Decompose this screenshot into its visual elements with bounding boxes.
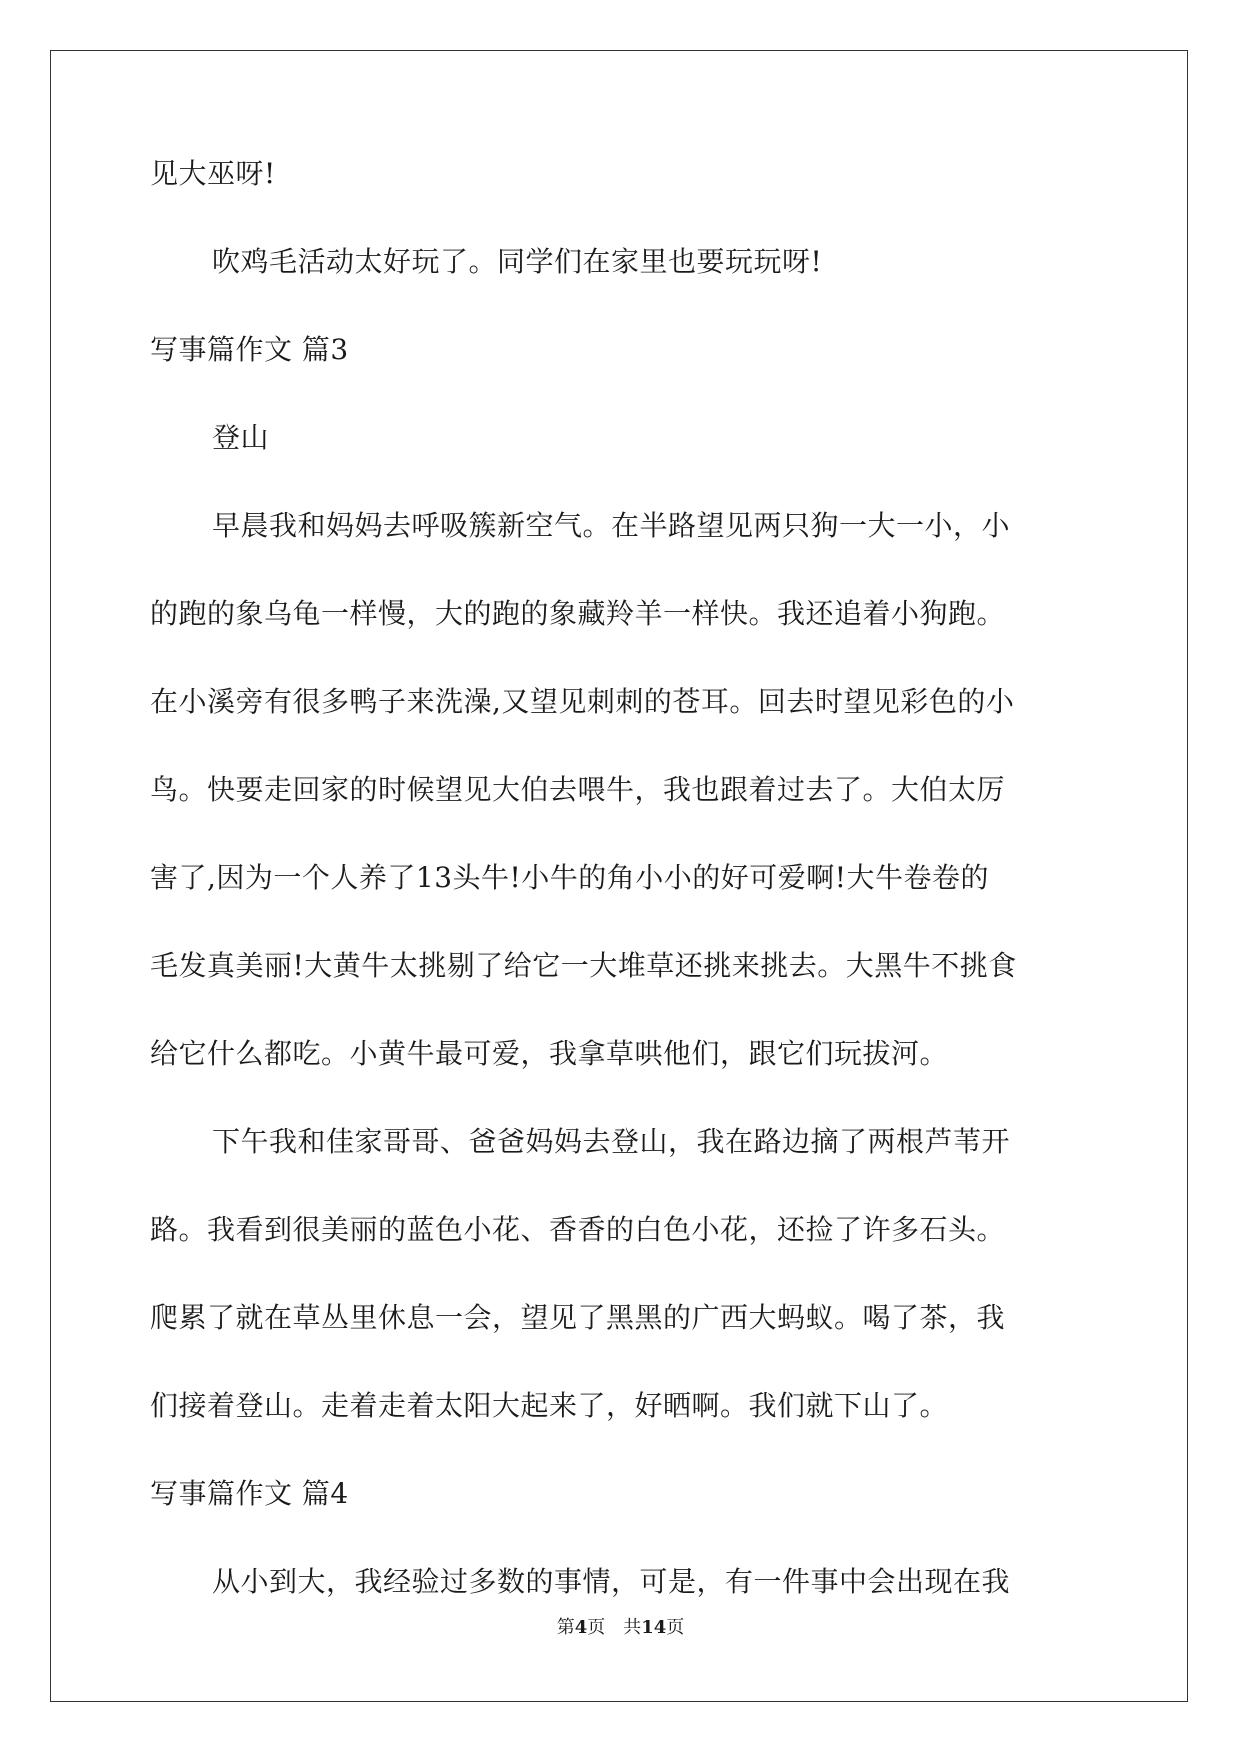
text-line: 见大巫呀! [150, 157, 276, 190]
footer-total-pages: 14 [641, 1617, 667, 1638]
text-line: 路。我看到很美丽的蓝色小花、香香的白色小花，还捡了许多石头。 [150, 1213, 1006, 1246]
section-heading: 写事篇作文 篇4 [150, 1477, 349, 1510]
section-heading: 写事篇作文 篇3 [150, 333, 349, 366]
footer-suffix: 页 [666, 1617, 685, 1638]
text-line: 害了,因为一个人养了13头牛!小牛的角小小的好可爱啊!大牛卷卷的 [150, 861, 990, 894]
text-line: 毛发真美丽!大黄牛太挑剔了给它一大堆草还挑来挑去。大黑牛不挑食 [150, 949, 1017, 982]
text-line: 爬累了就在草丛里休息一会，望见了黑黑的广西大蚂蚁。喝了茶，我 [150, 1301, 1006, 1334]
text-line: 下午我和佳家哥哥、爸爸妈妈去登山，我在路边摘了两根芦苇开 [212, 1125, 1011, 1158]
text-line: 们接着登山。走着走着太阳大起来了，好晒啊。我们就下山了。 [150, 1389, 949, 1422]
footer-mid: 页 共 [587, 1617, 642, 1638]
text-line: 的跑的象乌龟一样慢，大的跑的象藏羚羊一样快。我还追着小狗跑。 [150, 597, 1006, 630]
text-line: 在小溪旁有很多鸭子来洗澡,又望见刺刺的苍耳。回去时望见彩色的小 [150, 685, 1015, 718]
page-footer [0, 1616, 1241, 1640]
text-line: 鸟。快要走回家的时候望见大伯去喂牛，我也跟着过去了。大伯太厉 [150, 773, 1006, 806]
text-line: 给它什么都吃。小黄牛最可爱，我拿草哄他们，跟它们玩拔河。 [150, 1037, 949, 1070]
text-line: 吹鸡毛活动太好玩了。同学们在家里也要玩玩呀! [212, 245, 823, 278]
text-line: 从小到大，我经验过多数的事情，可是，有一件事中会出现在我 [212, 1565, 1011, 1598]
essay-title: 登山 [212, 421, 270, 454]
footer-prefix: 第 [556, 1617, 575, 1638]
text-line: 早晨我和妈妈去呼吸簇新空气。在半路望见两只狗一大一小，小 [212, 509, 1011, 542]
footer-page-number: 4 [574, 1617, 588, 1638]
